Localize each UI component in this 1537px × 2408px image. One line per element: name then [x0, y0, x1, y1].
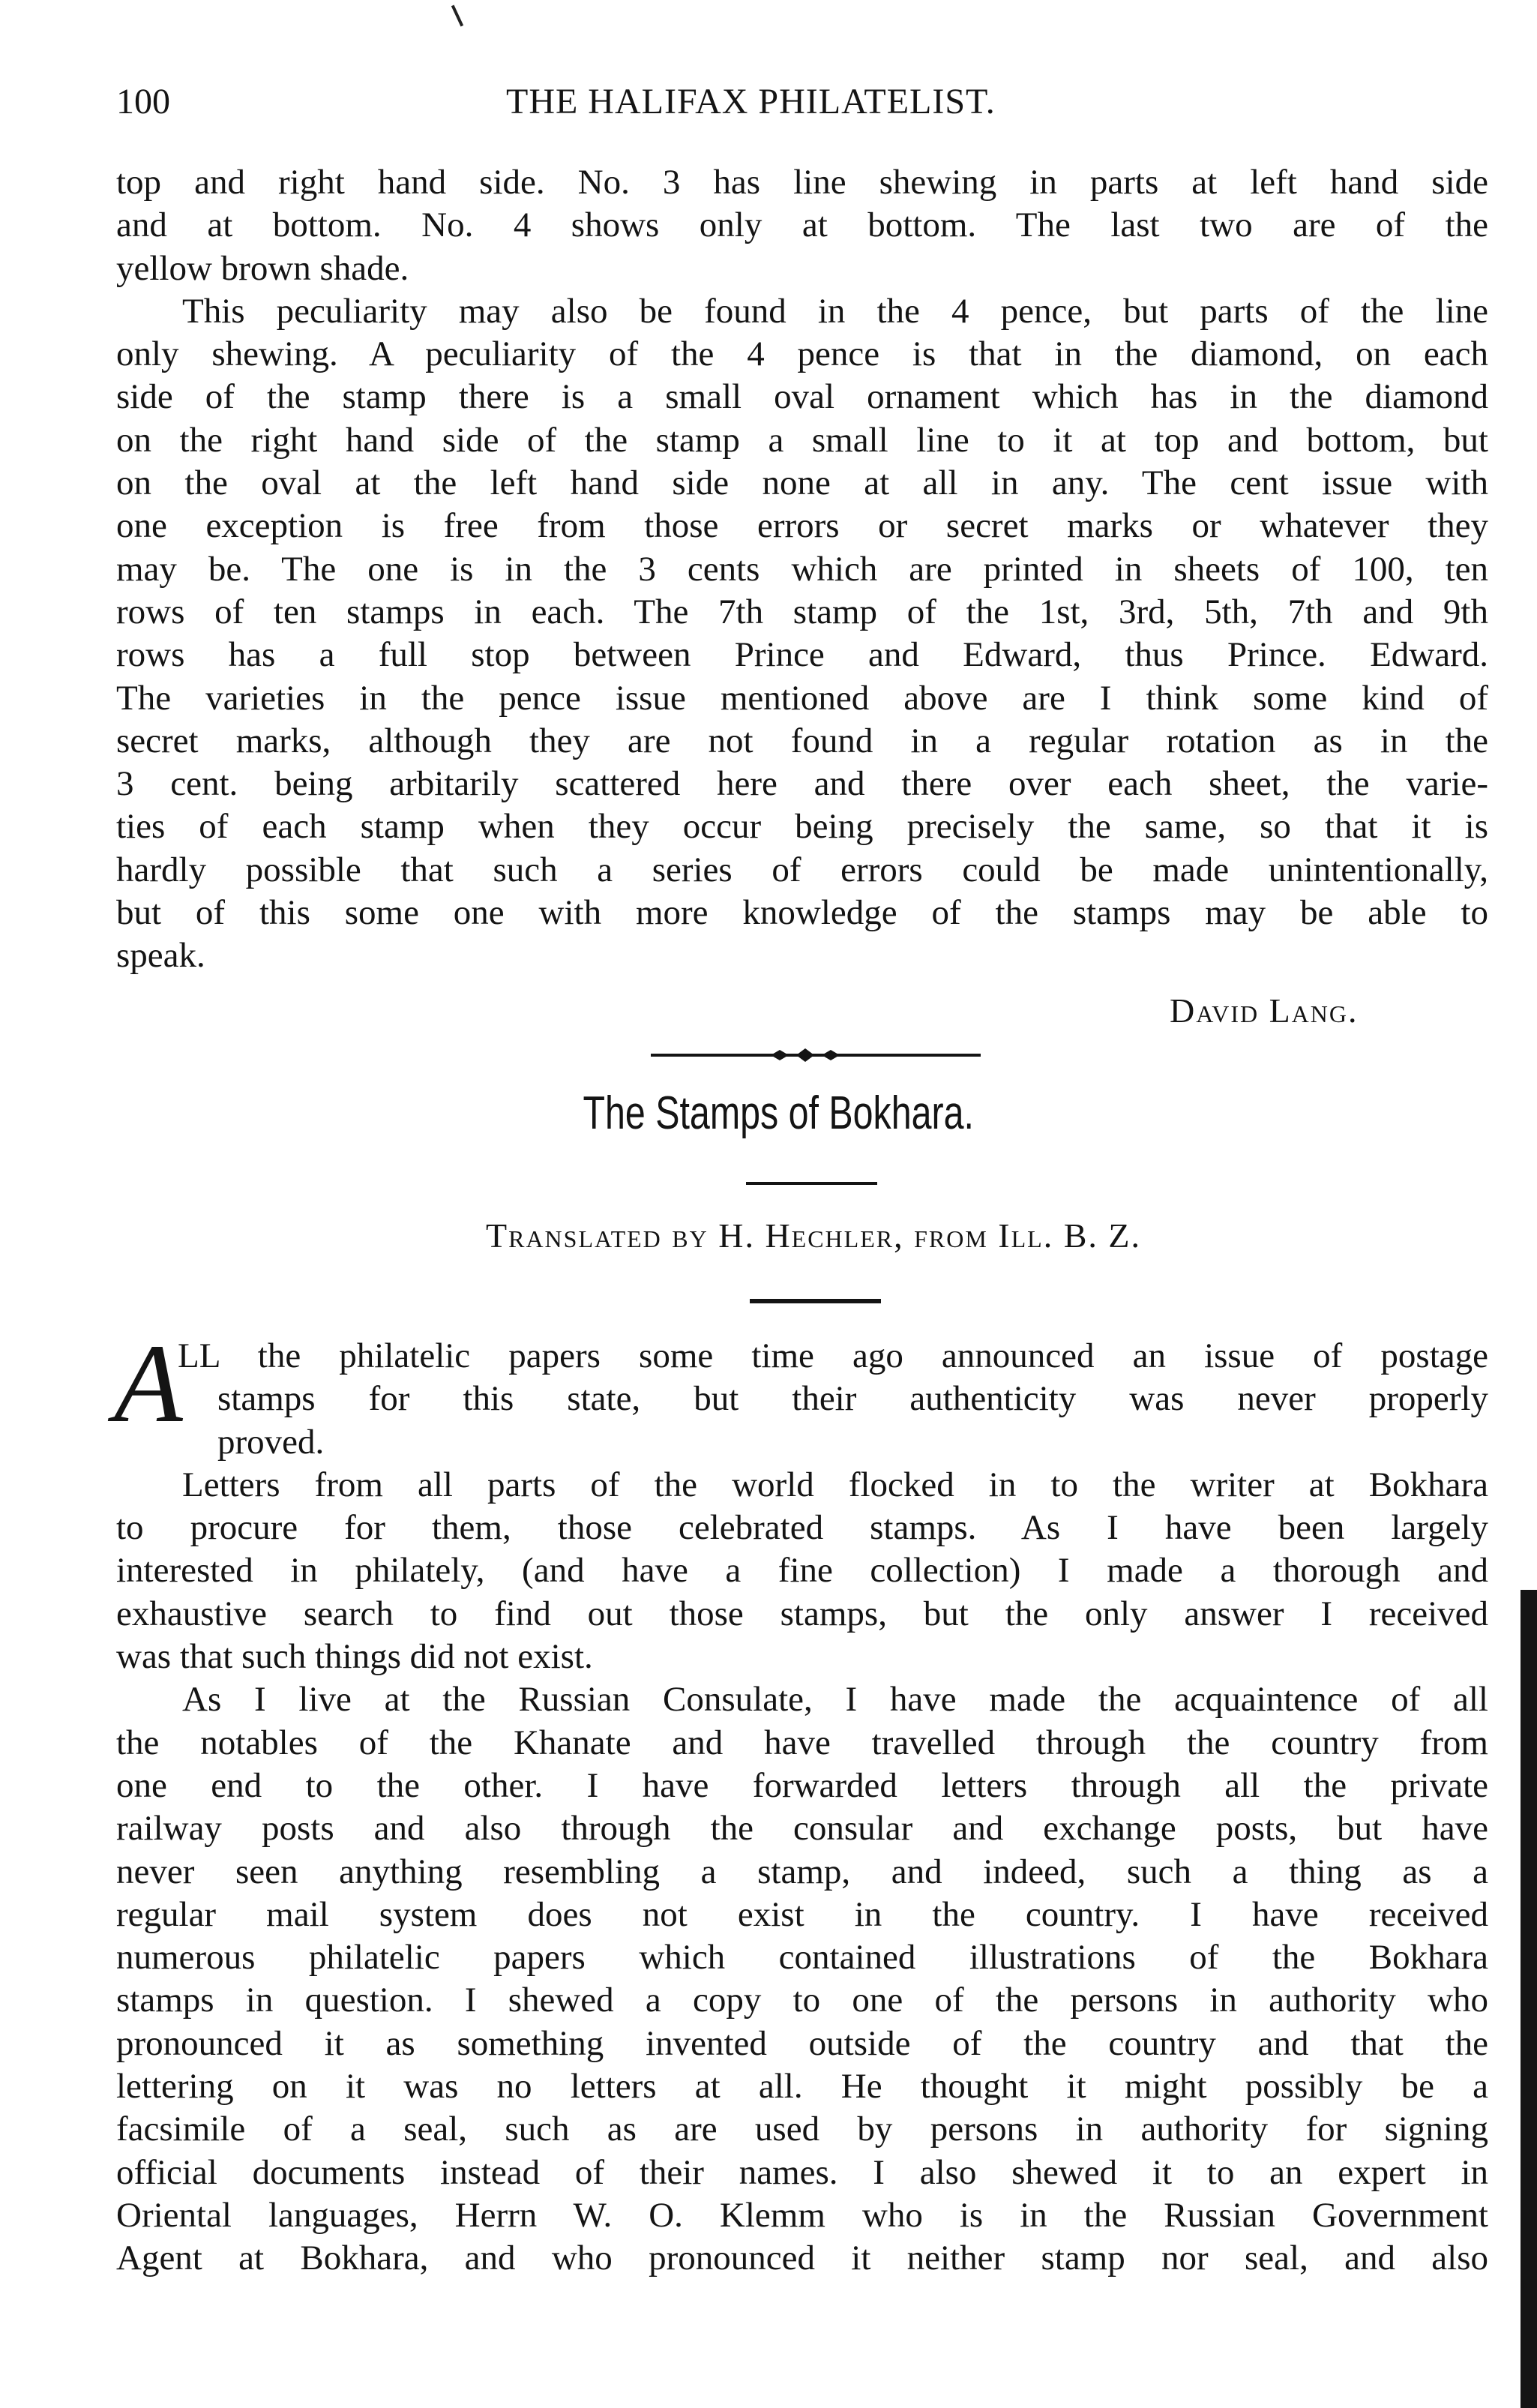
- text-line: one end to the other. I have forwarded letters through all the private: [116, 1765, 1488, 1805]
- text-line: Letters from all parts of the world flocked in to the writer at Bokhara: [182, 1465, 1488, 1504]
- text-line: the notables of the Khanate and have travelled through the country from: [116, 1723, 1488, 1762]
- text-line: was that such things did not exist.: [116, 1637, 593, 1677]
- text-line: Agent at Bokhara, and who pronounced it neither stamp nor seal, and also: [116, 2239, 1488, 2278]
- letter-text: [116, 161, 1488, 978]
- text-line: yellow brown shade.: [116, 248, 409, 288]
- text-line: numerous philatelic papers which contained illustrations of the Bokhara: [116, 1938, 1488, 1978]
- text-line: LL the philatelic papers some time ago announced an issue of postage: [178, 1336, 1488, 1375]
- text-line: This peculiarity may also be found in the 4 pence, but parts of the line: [182, 291, 1488, 331]
- article-text: [116, 1335, 1488, 2281]
- text-line: 3 cent. being arbitarily scattered here and there over each sheet, the varie-: [116, 764, 1488, 804]
- section-divider-ornament: [651, 1044, 981, 1066]
- text-line: stamps in question. I shewed a copy to one of the persons in authority who: [116, 1981, 1488, 2020]
- text-line: never seen anything resembling a stamp, and indeed, such a thing as a: [116, 1852, 1488, 1891]
- scan-edge-shadow: [1521, 1590, 1537, 2408]
- title-rule: [746, 1182, 877, 1185]
- text-line: lettering on it was no letters at all. He thought it might possibly be a: [116, 2067, 1488, 2107]
- text-line: stamps for this state, but their authenticity was never properly: [217, 1379, 1488, 1419]
- page-number: 100: [116, 82, 170, 121]
- text-line: ties of each stamp when they occur being precisely the same, so that it is: [116, 807, 1488, 847]
- text-line: Oriental languages, Herrn W. O. Klemm who is in the Russian Government: [116, 2195, 1488, 2235]
- text-line: official documents instead of their names. I also shewed it to an expert in: [116, 2152, 1488, 2192]
- text-line: and at bottom. No. 4 shows only at bottom. The last two are of the: [116, 205, 1488, 245]
- scan-mark: [451, 5, 463, 27]
- text-line: secret marks, although they are not found in a regular rotation as in the: [116, 721, 1488, 760]
- text-line: only shewing. A peculiarity of the 4 pence is that in the diamond, on each: [116, 334, 1488, 374]
- text-line: speak.: [116, 936, 205, 976]
- page-header: [116, 75, 1121, 127]
- text-line: The varieties in the pence issue mentioned above are I think some kind of: [116, 678, 1488, 718]
- text-line: exhaustive search to find out those stamps, but the only answer I received: [116, 1594, 1488, 1633]
- text-line: pronounced it as something invented outside of the country and that the: [116, 2023, 1488, 2063]
- text-line: on the right hand side of the stamp a small line to it at top and bottom, but: [116, 420, 1488, 460]
- text-line: rows of ten stamps in each. The 7th stamp of the 1st, 3rd, 5th, 7th and 9th: [116, 592, 1488, 631]
- text-line: one exception is free from those errors or secret marks or whatever they: [116, 506, 1488, 546]
- byline-rule: [750, 1299, 881, 1303]
- text-line: side of the stamp there is a small oval ornament which has in the diamond: [116, 377, 1488, 417]
- text-line: on the oval at the left hand side none at all in any. The cent issue with: [116, 463, 1488, 503]
- drop-cap: A: [114, 1321, 183, 1446]
- article-byline: Translated by H. Hechler, from Ill. B. Z.: [486, 1216, 1141, 1255]
- text-line: facsimile of a seal, such as are used by persons in authority for signing: [116, 2110, 1488, 2149]
- text-line: but of this some one with more knowledge of the stamps may be able to: [116, 893, 1488, 933]
- text-line: railway posts and also through the consular and exchange posts, but have: [116, 1809, 1488, 1849]
- text-line: As I live at the Russian Consulate, I have made the acquaintence of all: [182, 1680, 1488, 1720]
- text-line: interested in philately, (and have a fine collection) I made a thorough and: [116, 1551, 1488, 1591]
- text-line: may be. The one is in the 3 cents which are printed in sheets of 100, ten: [116, 549, 1488, 589]
- article-title: The Stamps of Bokhara.: [583, 1087, 974, 1139]
- running-title: THE HALIFAX PHILATELIST.: [506, 82, 996, 121]
- text-line: regular mail system does not exist in the country. I have received: [116, 1894, 1488, 1934]
- text-line: top and right hand side. No. 3 has line shewing in parts at left hand side: [116, 163, 1488, 202]
- text-line: rows has a full stop between Prince and Edward, thus Prince. Edward.: [116, 635, 1488, 675]
- author-signature: David Lang.: [1170, 991, 1359, 1030]
- text-line: proved.: [217, 1422, 325, 1462]
- text-line: to procure for them, those celebrated stamps. As I have been largely: [116, 1508, 1488, 1548]
- text-line: hardly possible that such a series of errors could be made unintentionally,: [116, 850, 1488, 889]
